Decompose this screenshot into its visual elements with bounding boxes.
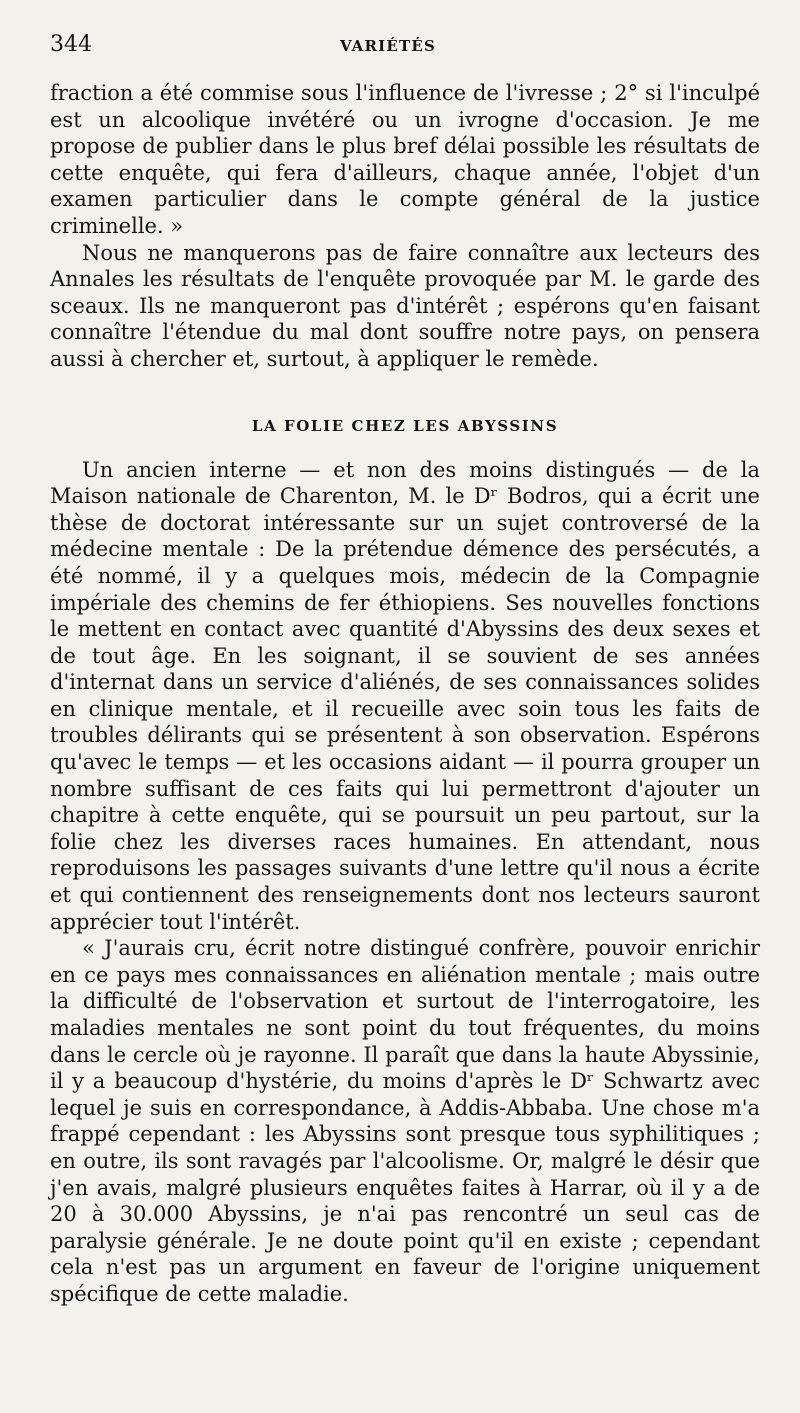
paragraph-annales: Nous ne manquerons pas de faire connaître aux lecteurs des Annales les résultats de l'enquête provoquée par M. le garde des sceaux. Ils ne manqueront pas d'intérêt ; espérons qu'en faisant connaître l'étendue du mal dont souffre notre pays, on pensera aussi à chercher et, surtout, à appliquer le remède. <box>50 240 760 371</box>
paragraph-letter-quote: « J'aurais cru, écrit notre distingué confrère, pouvoir enrichir en ce pays mes connaissances en aliénation mentale ; mais outre la difficulté de l'observation et surtout de l'interrogatoire, les maladies mentales ne sont point du tout fréquentes, du moins dans le cercle où je rayonne. Il paraît que dans la haute Abyssinie, il y a beaucoup d'hystérie, du moins d'après le Dʳ Schwartz avec lequel je suis en correspondance, à Addis-Abbaba. Une chose m'a frappé cependant : les Abyssins sont presque tous syphilitiques ; en outre, ils sont ravagés par l'alcoolisme. Or, malgré le désir que j'en avais, malgré plusieurs enquêtes faites à Harrar, où il y a de 20 à 30.000 Abyssins, je n'ai pas rencontré un seul cas de paralysie générale. Je ne doute point qu'il en existe ; cependant cela n'est pas un argument en faveur de l'origine uniquement spécifique de cette maladie. <box>50 936 760 1306</box>
paragraph-bodros: Un ancien interne — et non des moins distingués — de la Maison nationale de Charenton, M. le Dʳ Bodros, qui a écrit une thèse de doctorat intéressante sur un sujet controversé de la médecine mentale : De la prétendue démence des persécutés, a été nommé, il y a quelques mois, médecin de la Compagnie impériale des chemins de fer éthiopiens. Ses nouvelles fonctions le mettent en contact avec quantité d'Abyssins des deux sexes et de tout âge. En les soignant, il se souvient de ses années d'internat dans un service d'aliénés, de ses connaissances solides en clinique mentale, et il recueille avec soin tous les faits de troubles délirants qui se présentent à son observation. Espérons qu'avec le temps — et les occasions aidant — il pourra grouper un nombre suffisant de ces faits qui lui permettront d'ajouter un chapitre à cette enquête, qui se poursuit un peu partout, sur la folie chez les diverses races humaines. En attendant, nous reproduisons les passages suivants d'une lettre qu'il nous a écrite et qui contiennent des renseignements dont nos lecteurs sauront apprécier tout l'intérêt. <box>50 457 760 934</box>
page-number: 344 <box>50 32 92 57</box>
running-title: VARIÉTÉS <box>340 37 437 55</box>
section-title: LA FOLIE CHEZ LES ABYSSINS <box>251 416 559 435</box>
running-head <box>50 32 760 80</box>
paragraph-continuation: fraction a été commise sous l'influence de l'ivresse ; 2° si l'inculpé est un alcoolique invétéré ou un ivrogne d'occasion. Je me propose de publier dans le plus bref délai possible les résultats de cette enquête, qui fera d'ailleurs, chaque année, l'objet d'un examen particulier dans le compte général de la justice criminelle. » <box>50 81 760 238</box>
